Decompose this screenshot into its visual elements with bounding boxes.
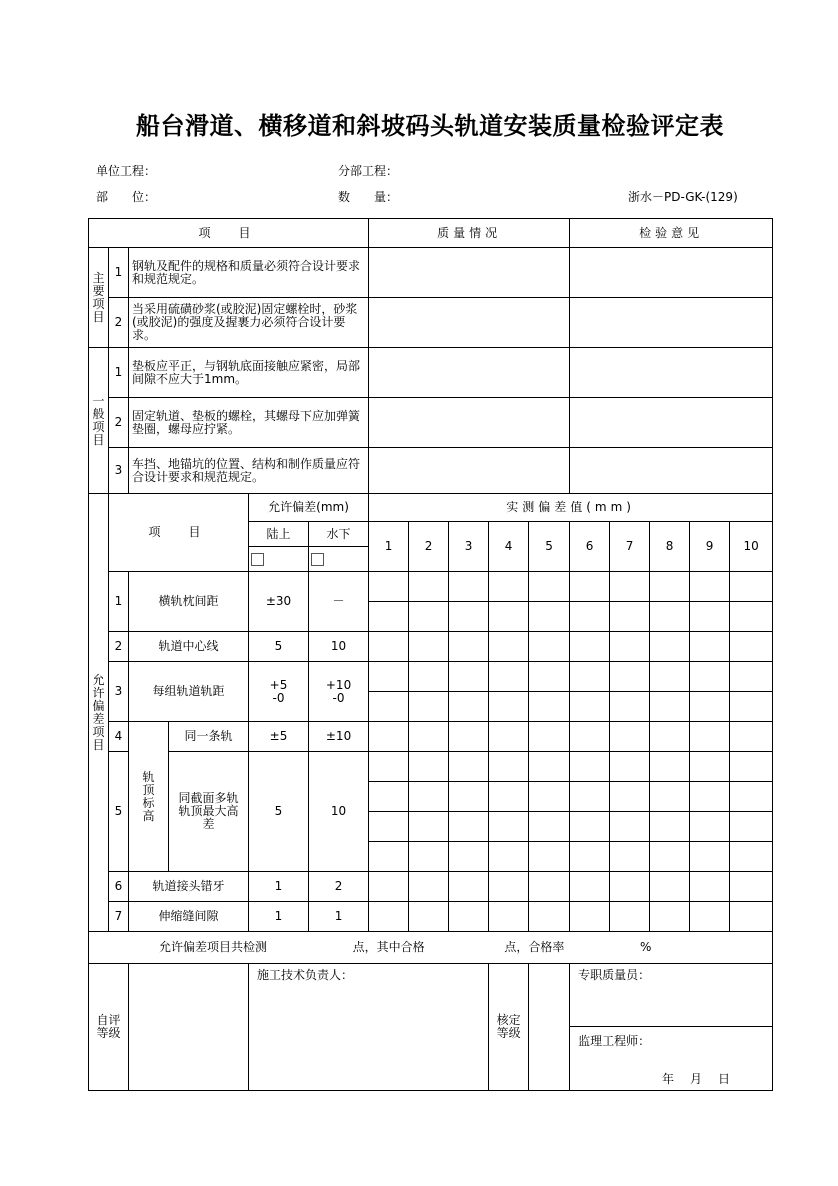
verify-grade-cell[interactable] [529, 964, 570, 1091]
measured-value-cell[interactable] [650, 662, 690, 692]
measured-value-cell[interactable] [610, 752, 650, 782]
tol-row-no: 4 [109, 722, 129, 752]
measured-value-cell[interactable] [610, 782, 650, 812]
measured-value-cell[interactable] [650, 692, 690, 722]
measured-value-cell[interactable] [529, 872, 570, 902]
verify-label: 核定等级 [489, 964, 529, 1091]
main-item-text: 当采用硫磺砂浆(或胶泥)固定螺栓时，砂浆(或胶泥)的强度及握裹力必须符合设计要求。 [129, 298, 369, 348]
tol-row-no: 5 [109, 752, 129, 872]
tol-row-name: 伸缩缝间隙 [129, 902, 249, 932]
measured-value-cell[interactable] [489, 812, 529, 842]
measured-value-cell[interactable] [690, 842, 730, 872]
tol-row-land: 1 [249, 872, 309, 902]
qa-label: 专职质量员： [578, 968, 651, 982]
measured-col-1: 1 [369, 522, 409, 572]
tol-row-land: 1 [249, 902, 309, 932]
measured-col-2: 2 [409, 522, 449, 572]
main-item-text: 钢轨及配件的规格和质量必须符合设计要求和规范规定。 [129, 248, 369, 298]
tol-row-water: 1 [309, 902, 369, 932]
tol-row-water: ±10 [309, 722, 369, 752]
summary-text-2: 点，其中合格 [352, 940, 425, 954]
summary-row [89, 932, 773, 964]
measured-value-cell[interactable] [489, 842, 529, 872]
measured-value-cell[interactable] [529, 722, 570, 752]
measured-value-cell[interactable] [690, 662, 730, 692]
measured-value-cell[interactable] [529, 632, 570, 662]
measured-value-cell[interactable] [369, 572, 409, 602]
tol-row-land: ±5 [249, 722, 309, 752]
tolerance-group: 允许偏差项目 [89, 494, 109, 932]
measured-value-cell[interactable] [570, 842, 610, 872]
measured-col-7: 7 [610, 522, 650, 572]
measured-value-cell[interactable] [730, 572, 773, 602]
measured-value-cell[interactable] [529, 842, 570, 872]
measured-value-cell[interactable] [489, 692, 529, 722]
measured-value-cell[interactable] [730, 902, 773, 932]
measured-value-cell[interactable] [369, 752, 409, 782]
opinion-cell[interactable] [570, 398, 773, 448]
opinion-cell[interactable] [570, 448, 773, 494]
sub-project-label: 分部工程： [338, 164, 399, 178]
main-item-no: 2 [109, 298, 129, 348]
self-eval-label: 自评等级 [89, 964, 129, 1091]
measured-value-cell[interactable] [690, 902, 730, 932]
measured-value-cell[interactable] [409, 632, 449, 662]
tech-lead-label: 施工技术负责人： [257, 968, 354, 982]
water-label: 水下 [309, 522, 369, 547]
measured-value-cell[interactable] [570, 602, 610, 632]
tol-row-name: 每组轨道轨距 [129, 662, 249, 722]
general-item-no: 3 [109, 448, 129, 494]
measured-col-6: 6 [570, 522, 610, 572]
water-checkbox[interactable] [311, 553, 324, 566]
quality-cell[interactable] [369, 398, 570, 448]
measured-value-cell[interactable] [570, 872, 610, 902]
measured-value-cell[interactable] [570, 662, 610, 692]
measured-value-cell[interactable] [690, 812, 730, 842]
measured-col-10: 10 [730, 522, 773, 572]
measured-value-cell[interactable] [730, 812, 773, 842]
measured-value-cell[interactable] [489, 572, 529, 602]
measured-value-cell[interactable] [369, 812, 409, 842]
measured-value-cell[interactable] [730, 842, 773, 872]
measured-value-cell[interactable] [730, 602, 773, 632]
tol-row-water: +10 -0 [309, 662, 369, 722]
page-title: 船台滑道、横移道和斜坡码头轨道安装质量检验评定表 [136, 112, 724, 140]
tol-row-sub: 同截面多轨轨顶最大高差 [169, 752, 249, 872]
measured-value-cell[interactable] [529, 902, 570, 932]
measured-value-cell[interactable] [570, 752, 610, 782]
measured-value-cell[interactable] [449, 752, 489, 782]
measured-value-cell[interactable] [369, 662, 409, 692]
measured-value-cell[interactable] [449, 632, 489, 662]
measured-value-cell[interactable] [730, 722, 773, 752]
quality-cell[interactable] [369, 348, 570, 398]
measured-value-cell[interactable] [449, 662, 489, 692]
measured-value-cell[interactable] [409, 662, 449, 692]
measured-value-cell[interactable] [449, 812, 489, 842]
measured-value-cell[interactable] [690, 752, 730, 782]
measured-value-cell[interactable] [369, 902, 409, 932]
measured-value-cell[interactable] [570, 902, 610, 932]
measured-value-cell[interactable] [650, 872, 690, 902]
inspection-table [88, 218, 773, 1091]
measured-value-cell[interactable] [690, 602, 730, 632]
tol-row-land: 5 [249, 752, 309, 872]
tol-row-water: 10 [309, 632, 369, 662]
measured-value-cell[interactable] [650, 602, 690, 632]
measured-value-cell[interactable] [369, 692, 409, 722]
measured-value-cell[interactable] [610, 692, 650, 722]
measured-value-cell[interactable] [449, 572, 489, 602]
measured-value-cell[interactable] [570, 722, 610, 752]
measured-value-cell[interactable] [610, 602, 650, 632]
measured-value-cell[interactable] [449, 602, 489, 632]
water-checkbox-cell [309, 547, 369, 572]
land-label: 陆上 [249, 522, 309, 547]
measured-value-cell[interactable] [730, 872, 773, 902]
measured-col-8: 8 [650, 522, 690, 572]
self-eval-grade-cell[interactable] [129, 964, 249, 1091]
measured-value-cell[interactable] [369, 722, 409, 752]
tol-row-name: 轨道接头错牙 [129, 872, 249, 902]
general-item-text: 车挡、地锚坑的位置、结构和制作质量应符合设计要求和规范规定。 [129, 448, 369, 494]
measured-value-cell[interactable] [489, 602, 529, 632]
opinion-cell[interactable] [570, 298, 773, 348]
quality-cell[interactable] [369, 448, 570, 494]
position-label: 部 位： [96, 190, 157, 204]
measured-value-cell[interactable] [409, 722, 449, 752]
tol-row-water: － [309, 572, 369, 632]
tol-row-land: ±30 [249, 572, 309, 632]
tol-row-name: 横轨枕间距 [129, 572, 249, 632]
measured-value-cell[interactable] [529, 662, 570, 692]
measured-value-cell[interactable] [610, 842, 650, 872]
tol-row-no: 7 [109, 902, 129, 932]
measured-col-9: 9 [690, 522, 730, 572]
measured-value-cell[interactable] [529, 752, 570, 782]
measured-value-cell[interactable] [610, 572, 650, 602]
measured-value-cell[interactable] [409, 602, 449, 632]
measured-value-cell[interactable] [369, 632, 409, 662]
tech-lead-cell[interactable] [249, 964, 489, 1091]
measured-value-cell[interactable] [409, 752, 449, 782]
measured-value-cell[interactable] [409, 782, 449, 812]
measured-value-cell[interactable] [409, 572, 449, 602]
quality-cell[interactable] [369, 298, 570, 348]
tol-row-water: 2 [309, 872, 369, 902]
measured-value-cell[interactable] [529, 812, 570, 842]
measured-value-cell[interactable] [369, 842, 409, 872]
tol-row-no: 1 [109, 572, 129, 632]
general-item-text: 垫板应平正，与钢轨底面接触应紧密，局部间隙不应大于1mm。 [129, 348, 369, 398]
general-item-text: 固定轨道、垫板的螺栓，其螺母下应加弹簧垫圈，螺母应拧紧。 [129, 398, 369, 448]
general-items-group: 一般项目 [89, 348, 109, 494]
measured-value-cell[interactable] [690, 782, 730, 812]
measured-value-cell[interactable] [369, 872, 409, 902]
main-item-no: 1 [109, 248, 129, 298]
measured-value-cell[interactable] [650, 752, 690, 782]
measured-value-cell[interactable] [409, 902, 449, 932]
land-checkbox-cell [249, 547, 309, 572]
measured-value-cell[interactable] [409, 872, 449, 902]
measured-value-cell[interactable] [650, 632, 690, 662]
measured-value-cell[interactable] [690, 722, 730, 752]
measured-value-cell[interactable] [449, 782, 489, 812]
measured-label: 实测偏差值(mm) [369, 494, 773, 522]
measured-value-cell[interactable] [650, 842, 690, 872]
measured-value-cell[interactable] [730, 632, 773, 662]
date-line: 年 月 日 [662, 1072, 733, 1086]
measured-value-cell[interactable] [650, 782, 690, 812]
measured-value-cell[interactable] [730, 782, 773, 812]
tol-row-land: +5 -0 [249, 662, 309, 722]
general-item-no: 2 [109, 398, 129, 448]
measured-value-cell[interactable] [690, 692, 730, 722]
summary-text-4: % [640, 940, 652, 954]
measured-col-4: 4 [489, 522, 529, 572]
opinion-cell[interactable] [570, 348, 773, 398]
measured-value-cell[interactable] [690, 872, 730, 902]
measured-value-cell[interactable] [610, 872, 650, 902]
measured-value-cell[interactable] [610, 902, 650, 932]
measured-value-cell[interactable] [570, 632, 610, 662]
measured-value-cell[interactable] [570, 782, 610, 812]
opinion-cell[interactable] [570, 248, 773, 298]
tol-row-no: 2 [109, 632, 129, 662]
measured-value-cell[interactable] [529, 782, 570, 812]
measured-value-cell[interactable] [369, 602, 409, 632]
tol-row-no: 6 [109, 872, 129, 902]
tol-row-water: 10 [309, 752, 369, 872]
measured-value-cell[interactable] [489, 752, 529, 782]
measured-value-cell[interactable] [650, 902, 690, 932]
measured-value-cell[interactable] [690, 572, 730, 602]
header-opinion: 检验意见 [570, 219, 773, 248]
measured-value-cell[interactable] [730, 692, 773, 722]
measured-value-cell[interactable] [730, 662, 773, 692]
measured-value-cell[interactable] [650, 812, 690, 842]
measured-col-5: 5 [529, 522, 570, 572]
measured-value-cell[interactable] [529, 692, 570, 722]
measured-value-cell[interactable] [489, 722, 529, 752]
measured-value-cell[interactable] [449, 902, 489, 932]
measured-value-cell[interactable] [449, 722, 489, 752]
measured-value-cell[interactable] [570, 812, 610, 842]
measured-value-cell[interactable] [610, 812, 650, 842]
summary-text-3: 点，合格率 [504, 940, 565, 954]
rail-top-elevation-group: 轨顶标高 [129, 722, 169, 872]
measured-value-cell[interactable] [529, 602, 570, 632]
summary-text-1: 允许偏差项目共检测 [159, 940, 268, 954]
measured-value-cell[interactable] [409, 842, 449, 872]
measured-value-cell[interactable] [610, 722, 650, 752]
unit-project-label: 单位工程： [96, 164, 157, 178]
measured-value-cell[interactable] [529, 572, 570, 602]
measured-value-cell[interactable] [570, 692, 610, 722]
tol-row-land: 5 [249, 632, 309, 662]
measured-value-cell[interactable] [610, 632, 650, 662]
measured-value-cell[interactable] [570, 572, 610, 602]
measured-value-cell[interactable] [449, 692, 489, 722]
main-items-group: 主要项目 [89, 248, 109, 348]
measured-value-cell[interactable] [409, 692, 449, 722]
supervisor-label: 监理工程师： [578, 1034, 651, 1048]
measured-value-cell[interactable] [489, 872, 529, 902]
form-code: 浙水－PD-GK-(129) [628, 190, 738, 204]
measured-value-cell[interactable] [650, 722, 690, 752]
measured-value-cell[interactable] [730, 752, 773, 782]
measured-value-cell[interactable] [489, 902, 529, 932]
measured-value-cell[interactable] [369, 782, 409, 812]
measured-value-cell[interactable] [449, 842, 489, 872]
tolerance-item-label: 项 目 [109, 494, 249, 572]
header-quality: 质量情况 [369, 219, 570, 248]
qa-cell[interactable] [570, 964, 773, 1027]
measured-value-cell[interactable] [449, 872, 489, 902]
land-checkbox[interactable] [251, 553, 264, 566]
measured-value-cell[interactable] [489, 632, 529, 662]
tol-row-sub: 同一条轨 [169, 722, 249, 752]
tol-row-name: 轨道中心线 [129, 632, 249, 662]
measured-value-cell[interactable] [690, 632, 730, 662]
measured-value-cell[interactable] [489, 782, 529, 812]
measured-value-cell[interactable] [409, 812, 449, 842]
general-item-no: 1 [109, 348, 129, 398]
allow-label: 允许偏差(mm) [249, 494, 369, 522]
quantity-label: 数 量： [338, 190, 399, 204]
header-item: 项 目 [89, 219, 369, 248]
tol-row-no: 3 [109, 662, 129, 722]
quality-cell[interactable] [369, 248, 570, 298]
measured-value-cell[interactable] [610, 662, 650, 692]
measured-value-cell[interactable] [650, 572, 690, 602]
measured-value-cell[interactable] [489, 662, 529, 692]
measured-col-3: 3 [449, 522, 489, 572]
